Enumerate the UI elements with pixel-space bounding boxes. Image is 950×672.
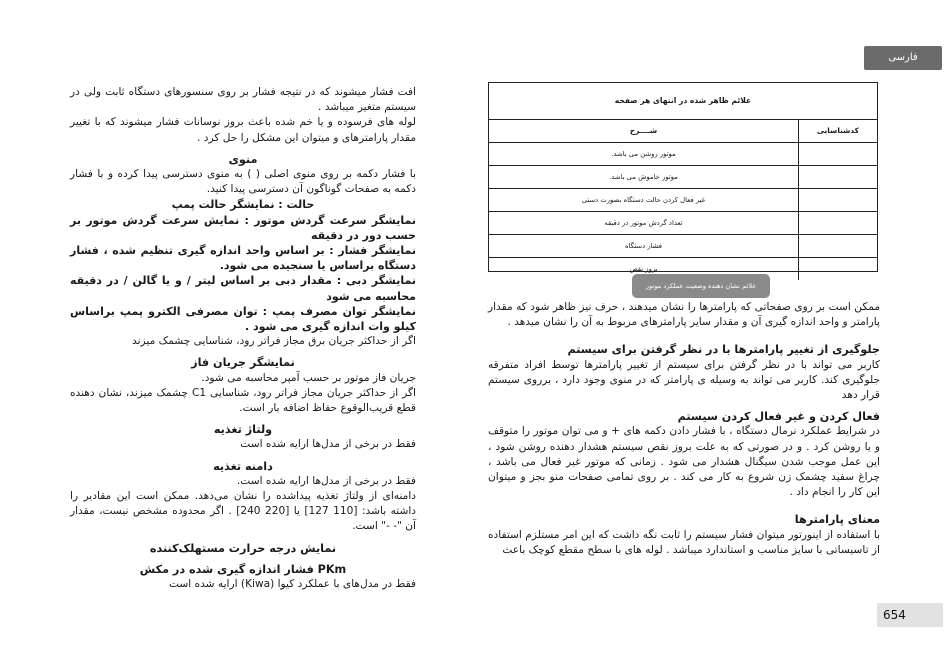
paragraph: لوله های فرسوده و یا خم شده باعث بروز نوسانات فشار میشوند که با تغییر مقدار پارامترهای و میتوان این مشکل را حل کرد . bbox=[70, 116, 416, 144]
table-cell-description: موتور روشن می باشد. bbox=[611, 150, 676, 158]
table-cell-description: بروز نقص bbox=[629, 265, 658, 273]
table-row bbox=[489, 189, 877, 212]
paragraph: ممکن است بر روی صفحاتی که پارامترها را نشان میدهند ، حرف نیز ظاهر شود که مقدار پارامتر و واحد اندازه گیری آن و مقدار سایر پارامترهای مربوط به آن را نشان میدهد . bbox=[488, 301, 880, 329]
table-cell-description: غیر فعال کردن حالت دستگاه بصورت دستی bbox=[581, 196, 706, 204]
heading-menu: منوی bbox=[228, 152, 258, 166]
heading-prevent-changes: جلوگیری از تغییر پارامترها با در نظر گرفتن برای سیستم bbox=[567, 343, 880, 357]
table-cell-code bbox=[798, 166, 877, 188]
left-text-column bbox=[70, 85, 416, 592]
item-pressure: نمایشگر فشار : بر اساس واحد اندازه گیری تنظیم شده ، فشار دستگاه براساس یا سنجیده می شود. bbox=[70, 244, 416, 273]
paragraph: با فشار دکمه بر روی منوی اصلی ( ) به منوی دسترسی پیدا کرده و با فشار دکمه به صفحات گوناگون آن دسترسی پیدا کنید. bbox=[70, 168, 416, 196]
paragraph: کاربر می تواند با در نظر گرفتن برای سیستم از تغییر پارامترها توسط افراد متفرقه جلوگیری کند. کاربر می تواند به وسیله ی پارامتر که در منوی وجود دارد ، برروی سیستم قرار دهد bbox=[488, 358, 880, 402]
table-row bbox=[489, 235, 877, 258]
status-symbols-table bbox=[488, 82, 878, 272]
image-caption: علائم نشان دهنده وضعیت عملکرد موتور bbox=[632, 274, 770, 298]
paragraph: اگر از حداکثر جریان برق مجاز فراتر رود، شناسایی چشمک میزند bbox=[132, 335, 416, 348]
right-text-column bbox=[488, 300, 880, 558]
table-caption: علائم ظاهر شده در انتهای هر صفحه bbox=[489, 83, 877, 120]
table-header-row bbox=[489, 120, 877, 143]
item-flow: نمایشگر دبی : مقدار دبی بر اساس لیتر / و یا گالن / در دقیقه محاسبه می شود bbox=[70, 274, 416, 303]
page-number: 654 bbox=[877, 603, 943, 627]
heading-voltage: ولتاژ تغذیه bbox=[213, 423, 273, 437]
table-cell-description: فشار دستگاه bbox=[625, 242, 662, 250]
paragraph: اگر از حداکثر جریان مجاز فراتر رود، شناسایی C1 چشمک میزند، نشان دهنده قطع قریب‌الوقوع حفاظ اضافه بار است. bbox=[70, 386, 416, 415]
heading-temperature: نمایش درجه حرارت مستهلک‌کننده bbox=[149, 541, 337, 555]
heading-phase-current: نمایشگر جریان فاز bbox=[191, 356, 295, 370]
table-cell-description: موتور خاموش می باشد. bbox=[609, 173, 678, 181]
table-cell-code bbox=[798, 235, 877, 257]
table-cell-code bbox=[798, 143, 877, 165]
heading-pkm: PKm فشار اندازه گیری شده در مکش bbox=[139, 562, 347, 576]
paragraph: جریان فاز موتور بر حسب آمپر محاسبه می شود. bbox=[201, 371, 416, 384]
table-cell-code bbox=[798, 212, 877, 234]
paragraph: افت فشار میشوند که در نتیجه فشار بر روی سنسورهای دستگاه ثابت ولی در سیستم متغیر میباشد . bbox=[70, 86, 416, 114]
item-power: نمایشگر توان مصرف پمپ : توان مصرفی الکترو پمپ براساس کیلو وات اندازه گیری می شود . bbox=[70, 304, 416, 334]
item-status: حالت : نمایشگر حالت پمپ bbox=[171, 198, 315, 212]
paragraph: در شرایط عملکرد نرمال دستگاه ، با فشار دادن دکمه های + و می توان موتور را متوقف و یا روشن کرد . و در صورتی که به علت بروز نقص سیستم هشدار دهنده روشن شود ، این عمل موجب شدن سیگنال هشدار می شود . زمانی که موتور غیر فعال می باشد ، چراغ سفید چشمک زن شروع به کار می کند . بر روی تمامی صفحات منو بجز و میتوان این کار را انجام داد . bbox=[488, 425, 880, 499]
table-row bbox=[489, 143, 877, 166]
table-header-code: کدشناسایی bbox=[798, 120, 877, 142]
paragraph: با استفاده از اینورتور میتوان فشار سیستم را ثابت نگه داشت که این امر مستلزم استفاده از تاسیساتی با سایز مناسب و استاندارد میباشد . لوله های با سطح مقطع کوچک باعث bbox=[488, 528, 880, 556]
language-tab[interactable]: فارسی bbox=[864, 46, 942, 70]
heading-enable-disable: فعال کردن و غیر فعال کردن سیستم bbox=[677, 410, 880, 424]
table-row bbox=[489, 212, 877, 235]
item-speed: نمایشگر سرعت گردش موتور : نمایش سرعت گردش موتور بر حسب دور در دقیقه bbox=[70, 213, 416, 242]
paragraph: فقط در برخی از مدل‌ها ارایه شده است bbox=[240, 438, 416, 451]
heading-voltage-range: دامنه تغذیه bbox=[213, 459, 273, 473]
paragraph: دامنه‌ای از ولتاژ تغذیه پیداشده را نشان می‌دهد. ممکن است این مقادیر را داشته باشد: [110 127] یا [220 240] . اگر محدوده مشخص نیست، مقدار آن "- -" است. bbox=[70, 490, 416, 533]
table-cell-code bbox=[798, 258, 877, 280]
table-header-description: شــــرح bbox=[629, 126, 658, 135]
table-cell-code bbox=[798, 189, 877, 211]
table-cell-description: تعداد گردش موتور در دقیقه bbox=[604, 219, 683, 227]
heading-parameters-meaning: معنای پارامترها bbox=[794, 513, 880, 527]
table-row bbox=[489, 166, 877, 189]
paragraph: فقط در مدل‌های با عملکرد کیوا (Kiwa) ارایه شده است bbox=[168, 578, 416, 591]
paragraph: فقط در برخی از مدل‌ها ارایه شده است. bbox=[236, 474, 416, 487]
